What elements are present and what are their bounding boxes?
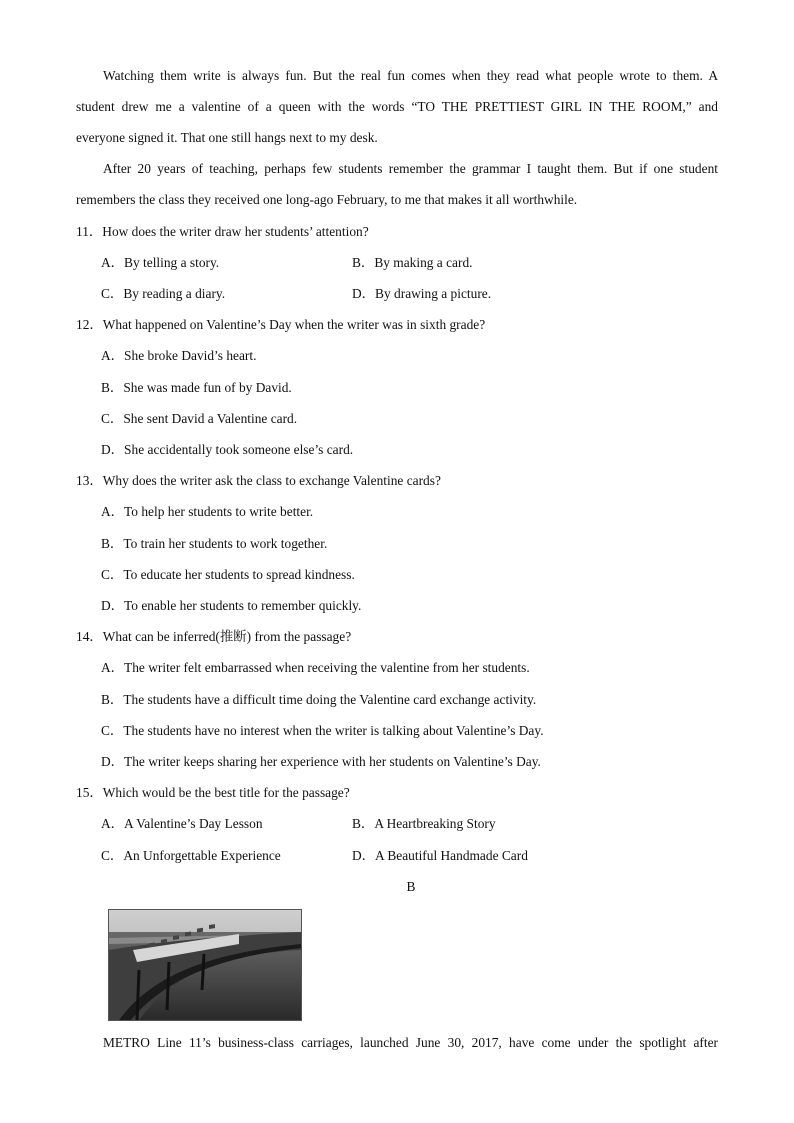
answer-option: D．The writer keeps sharing her experience with her students on Valentine’s Day. — [101, 754, 541, 769]
question-stem: 12．What happened on Valentine’s Day when the writer was in sixth grade? — [76, 317, 486, 332]
question-stem: 13．Why does the writer ask the class to exchange Valentine cards? — [76, 473, 441, 488]
passage-b-line: METRO Line 11’s business-class carriages, launched June 30, 2017, have come under the spotlight after — [103, 1035, 718, 1050]
answer-option: C．She sent David a Valentine card. — [101, 411, 298, 426]
metro-train-photo — [108, 909, 302, 1021]
question-stem: 14．What can be inferred(推断) from the passage? — [76, 629, 352, 644]
passage-line: After 20 years of teaching, perhaps few students remember the grammar I taught them. But if one student — [103, 161, 718, 176]
answer-option: D．By drawing a picture. — [352, 286, 492, 301]
answer-option: C．An Unforgettable Experience — [101, 848, 281, 863]
answer-option: B．She was made fun of by David. — [101, 380, 292, 395]
answer-option: C．By reading a diary. — [101, 286, 226, 301]
section-label: B — [406, 879, 416, 894]
answer-option: B．By making a card. — [352, 255, 473, 270]
answer-option: A．She broke David’s heart. — [101, 348, 257, 363]
passage-line: everyone signed it. That one still hangs next to my desk. — [76, 130, 378, 145]
passage-line: Watching them write is always fun. But the real fun comes when they read what people wrote to them. A — [103, 68, 718, 83]
answer-option: A．A Valentine’s Day Lesson — [101, 816, 263, 831]
question-stem: 11．How does the writer draw her students’ attention? — [76, 224, 369, 239]
answer-option: C．The students have no interest when the writer is talking about Valentine’s Day. — [101, 723, 544, 738]
answer-option: D．She accidentally took someone else’s card. — [101, 442, 354, 457]
answer-option: A．To help her students to write better. — [101, 504, 314, 519]
answer-option: D．To enable her students to remember quickly. — [101, 598, 362, 613]
answer-option: D．A Beautiful Handmade Card — [352, 848, 528, 863]
answer-option: B．To train her students to work together. — [101, 536, 328, 551]
answer-option: B．The students have a difficult time doing the Valentine card exchange activity. — [101, 692, 537, 707]
question-stem: 15．Which would be the best title for the passage? — [76, 785, 350, 800]
passage-line: student drew me a valentine of a queen with the words “TO THE PRETTIEST GIRL IN THE ROOM,” and — [76, 99, 718, 114]
answer-option: A．The writer felt embarrassed when receiving the valentine from her students. — [101, 660, 530, 675]
answer-option: A．By telling a story. — [101, 255, 220, 270]
metro-train-illustration — [109, 910, 301, 1020]
passage-line: remembers the class they received one long-ago February, to me that makes it all worthwhile. — [76, 192, 578, 207]
answer-option: B．A Heartbreaking Story — [352, 816, 496, 831]
answer-option: C．To educate her students to spread kindness. — [101, 567, 355, 582]
